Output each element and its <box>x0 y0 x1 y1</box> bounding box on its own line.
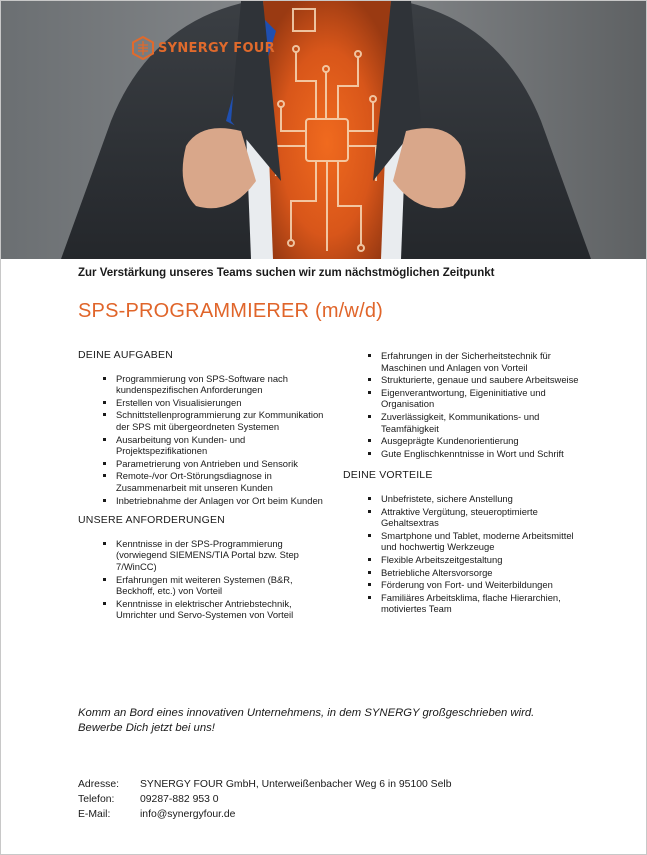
requirements-heading: UNSERE ANFORDERUNGEN <box>78 514 225 527</box>
right-column <box>343 350 583 616</box>
list-item: Attraktive Vergütung, steueroptimierte Gehaltsextras <box>343 506 583 529</box>
tasks-list <box>78 373 328 507</box>
list-item: Zuverlässigkeit, Kommunikations- und Teamfähigkeit <box>343 411 583 434</box>
list-item: Remote-/vor Ort-Störungsdiagnose in Zusammenarbeit mit unseren Kunden <box>78 470 328 493</box>
brand-name: SYNERGY FOUR <box>158 40 275 56</box>
address-value: SYNERGY FOUR GmbH, Unterweißenbacher Weg 6 in 95100 Selb <box>140 779 452 790</box>
logo-hexagon-icon <box>132 36 154 60</box>
brand-logo <box>132 36 275 60</box>
list-item: Ausarbeitung von Kunden- und Projektspezifikationen <box>78 434 328 457</box>
list-item: Familiäres Arbeitsklima, flache Hierarchien, motiviertes Team <box>343 592 583 615</box>
email-link[interactable]: info@synergyfour.de <box>140 809 236 820</box>
tasks-heading: DEINE AUFGABEN <box>78 349 173 361</box>
list-item: Kenntnisse in elektrischer Antriebstechnik, Umrichter und Servo-Systemen von Vorteil <box>78 598 328 621</box>
list-item: Eigenverantwortung, Eigeninitiative und Organisation <box>343 387 583 410</box>
list-item: Erstellen von Visualisierungen <box>78 397 328 409</box>
hero-image <box>1 1 646 259</box>
requirements-list-continued <box>343 350 583 459</box>
job-title: SPS-PROGRAMMIERER (m/w/d) <box>78 300 384 322</box>
contact-address-row <box>78 777 451 792</box>
contact-block <box>78 777 451 822</box>
phone-value: 09287-882 953 0 <box>140 794 219 805</box>
list-item: Schnittstellenprogrammierung zur Kommunikation der SPS mit übergeordneten Systemen <box>78 409 328 432</box>
email-label: E-Mail: <box>78 809 111 820</box>
list-item: Parametrierung von Antrieben und Sensorik <box>78 458 328 470</box>
list-item: Smartphone und Tablet, moderne Arbeitsmittel und hochwertig Werkzeuge <box>343 530 583 553</box>
list-item: Unbefristete, sichere Anstellung <box>343 493 583 505</box>
requirements-list <box>78 538 328 621</box>
benefits-heading: DEINE VORTEILE <box>343 469 433 482</box>
list-item: Programmierung von SPS-Software nach kundenspezifischen Anforderungen <box>78 373 328 396</box>
closing-text <box>78 706 534 736</box>
closing-line-2: Bewerbe Dich jetzt bei uns! <box>78 722 215 734</box>
contact-phone-row <box>78 792 451 807</box>
list-item: Flexible Arbeitszeitgestaltung <box>343 554 583 566</box>
list-item: Ausgeprägte Kundenorientierung <box>343 435 583 447</box>
benefits-list <box>343 493 583 615</box>
intro-text: Zur Verstärkung unseres Teams suchen wir zum nächstmöglichen Zeitpunkt <box>78 267 495 279</box>
address-label: Adresse: <box>78 779 120 790</box>
list-item: Strukturierte, genaue und saubere Arbeitsweise <box>343 374 583 386</box>
closing-line-1: Komm an Bord eines innovativen Unternehmens, in dem SYNERGY großgeschrieben wird. <box>78 707 535 719</box>
phone-label: Telefon: <box>78 794 115 805</box>
list-item: Betriebliche Altersvorsorge <box>343 567 583 579</box>
left-column <box>78 350 328 622</box>
list-item: Gute Englischkenntnisse in Wort und Schrift <box>343 448 583 460</box>
list-item: Erfahrungen mit weiteren Systemen (B&R, Beckhoff, etc.) von Vorteil <box>78 574 328 597</box>
list-item: Förderung von Fort- und Weiterbildungen <box>343 579 583 591</box>
list-item: Kenntnisse in der SPS-Programmierung (vorwiegend SIEMENS/TIA Portal bzw. Step 7/WinCC) <box>78 538 328 573</box>
list-item: Inbetriebnahme der Anlagen vor Ort beim Kunden <box>78 495 328 507</box>
contact-email-row <box>78 807 451 822</box>
list-item: Erfahrungen in der Sicherheitstechnik für Maschinen und Anlagen von Vorteil <box>343 350 583 373</box>
